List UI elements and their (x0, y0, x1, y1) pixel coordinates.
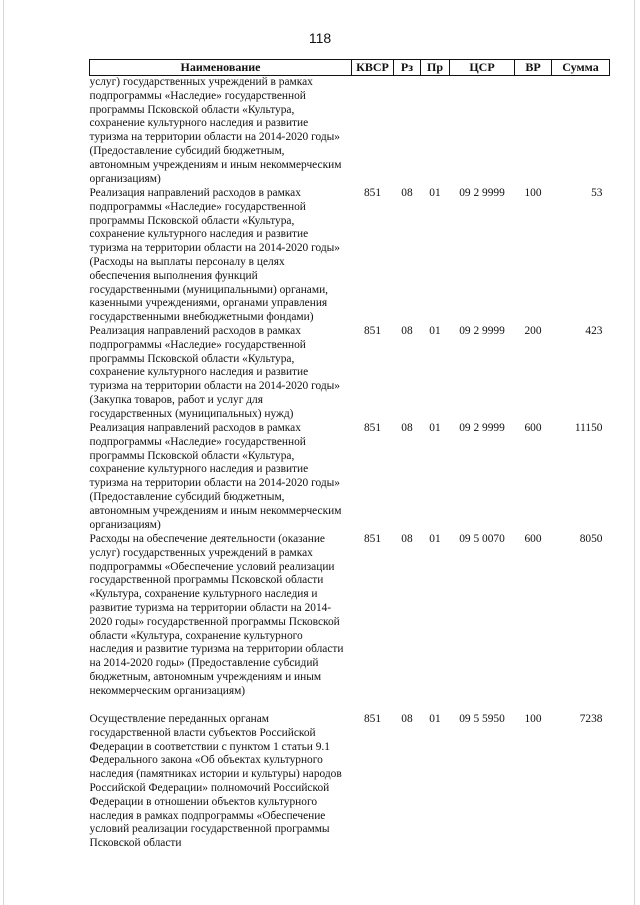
budget-table (89, 59, 610, 853)
header-vr: ВР (515, 60, 552, 76)
cell-sum: 11150 (574, 422, 603, 434)
header-rz: Рз (394, 60, 421, 76)
cell-kvsr: 851 (363, 533, 382, 545)
cell-vr: 100 (524, 713, 542, 725)
cell-pr: 01 (429, 187, 441, 199)
cell-rz: 08 (401, 713, 413, 725)
cell-sum: 53 (591, 187, 603, 199)
cell-vr: 600 (524, 422, 542, 434)
scan-edge-right (634, 0, 635, 905)
cell-pr: 01 (429, 325, 441, 337)
cell-name: Осуществление переданных органам государственной власти субъектов Российской Федерации в соответствии с пунктом 1 статьи 9.1 Федерального закона «Об объектах культурного наследия (памятниках истории и культуры) народов Российской Федерации» полномочий Российской Федерации в отношении объектов культурного наследия в рамках подпрограммы «Обеспечение условий реализации государственной программы Псковской области (89, 713, 342, 850)
header-name: Наименование (90, 60, 352, 76)
cell-vr: 100 (524, 187, 542, 199)
table-row (90, 422, 610, 533)
header-kvsr: КВСР (352, 60, 394, 76)
header-sum: Сумма (552, 60, 610, 76)
cell-name: Реализация направлений расходов в рамках подпрограммы «Наследие» государственной программы Псковской области «Культура, сохранение культурного наследия и развитие туризма на территории области на 2014-2020 годы» (Расходы на выплаты персоналу в целях обеспечения выполнения функций государственными (муниципальными) органами, казенными учреждениями, органами управления государственными внебюджетными фондами) (89, 187, 340, 324)
table-row (90, 187, 610, 325)
cell-sum: 423 (585, 325, 603, 337)
cell-name: Реализация направлений расходов в рамках подпрограммы «Наследие» государственной программы Псковской области «Культура, сохранение культурного наследия и развитие туризма на территории области на 2014-2020 годы» (Закупка товаров, работ и услуг для государственных (муниципальных) нужд) (89, 325, 340, 420)
cell-kvsr: 851 (363, 325, 382, 337)
cell-rz: 08 (401, 533, 413, 545)
scan-edge-left (3, 0, 4, 905)
table-header-row (90, 60, 610, 76)
cell-csr: 09 2 9999 (459, 187, 505, 199)
table-row (90, 325, 610, 422)
table-row (90, 713, 610, 853)
cell-csr: 09 5 5950 (459, 713, 505, 725)
cell-sum (552, 76, 610, 188)
cell-csr: 09 2 9999 (459, 422, 505, 434)
cell-csr: 09 2 9999 (459, 325, 505, 337)
cell-rz: 08 (401, 422, 413, 434)
cell-vr: 600 (524, 533, 542, 545)
table-row (90, 76, 610, 188)
cell-pr: 01 (429, 713, 441, 725)
cell-sum: 7238 (579, 713, 603, 725)
cell-name: услуг) государственных учреждений в рамках подпрограммы «Наследие» государственной программы Псковской области «Культура, сохранение культурного наследия и развитие туризма на территории области на 2014-2020 годы» (Предоставление субсидий бюджетным, автономным учреждениям и иным некоммерческим организациям) (89, 76, 342, 185)
cell-name: Расходы на обеспечение деятельности (оказание услуг) государственных учреждений в рамках подпрограммы «Обеспечение условий реализации государственной программы Псковской области «Культура, сохранение культурного наследия и развитие туризма на территории области на 2014-2020 годы» государственной программы Псковской области «Культура, сохранение культурного наследия и развитие туризма на территории области на 2014-2020 годы» (Предоставление субсидий бюджетным, автономным учреждениям и иным некоммерческим организациям) (89, 533, 344, 697)
cell-rz: 08 (401, 325, 413, 337)
cell-vr: 200 (524, 325, 542, 337)
cell-rz (394, 76, 421, 188)
cell-sum: 8050 (579, 533, 603, 545)
cell-kvsr: 851 (363, 422, 382, 434)
cell-name: Реализация направлений расходов в рамках подпрограммы «Наследие» государственной программы Псковской области «Культура, сохранение культурного наследия и развитие туризма на территории области на 2014-2020 годы» (Предоставление субсидий бюджетным, автономным учреждениям и иным некоммерческим организациям) (89, 422, 342, 531)
cell-pr: 01 (429, 422, 441, 434)
header-csr: ЦСР (450, 60, 515, 76)
cell-csr: 09 5 0070 (459, 533, 505, 545)
page-number: 118 (308, 30, 332, 46)
cell-kvsr: 851 (363, 713, 382, 725)
header-pr: Пр (421, 60, 450, 76)
cell-rz: 08 (401, 187, 413, 199)
cell-kvsr: 851 (363, 187, 382, 199)
cell-pr (421, 76, 450, 188)
cell-vr (515, 76, 552, 188)
cell-kvsr (352, 76, 394, 188)
cell-pr: 01 (429, 533, 441, 545)
table-row (90, 533, 610, 713)
cell-csr (450, 76, 515, 188)
